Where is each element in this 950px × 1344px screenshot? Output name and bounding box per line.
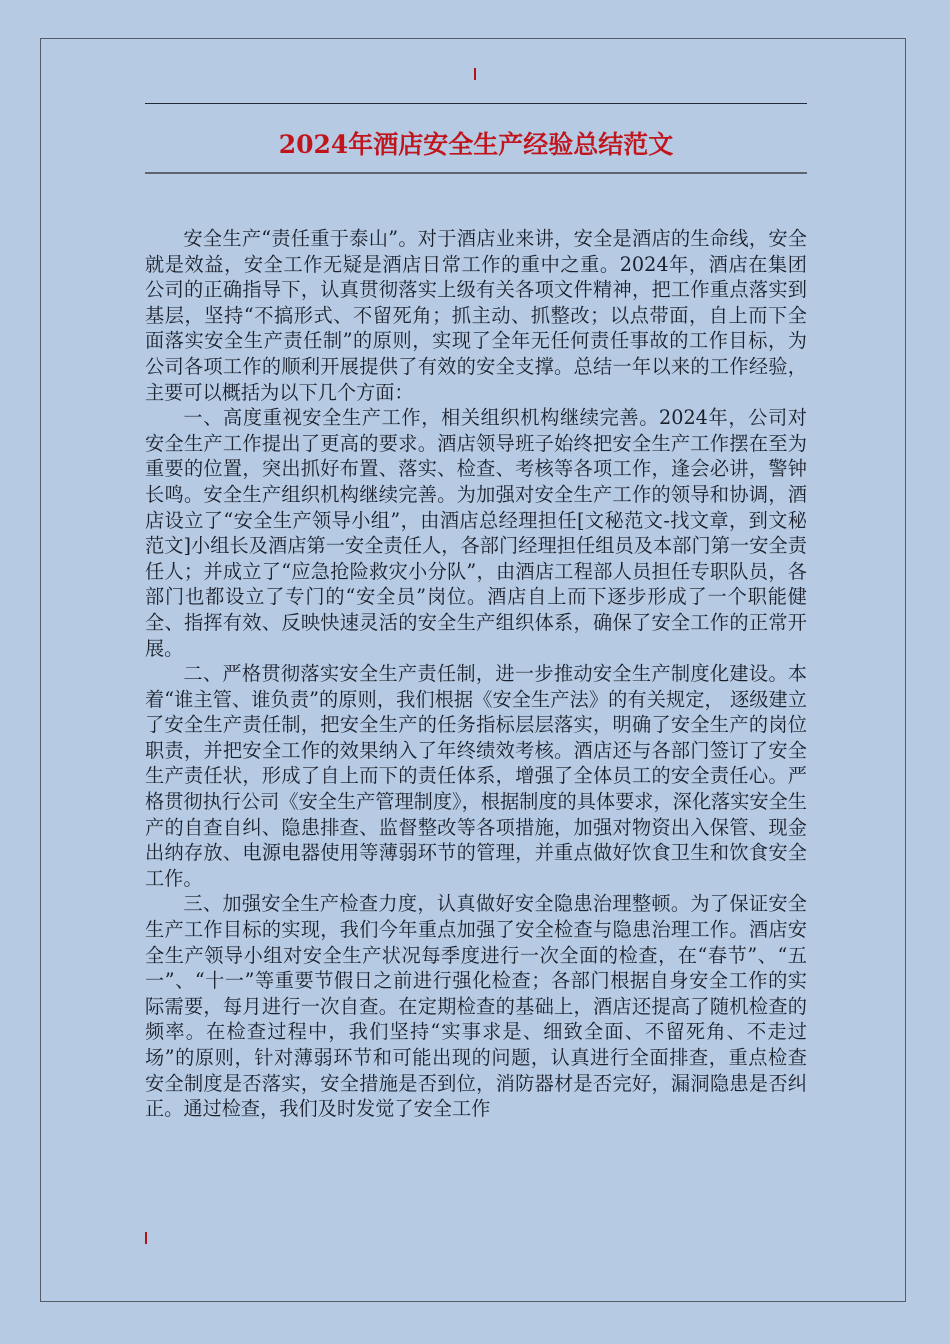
paragraph-intro: 安全生产“责任重于泰山”。对于酒店业来讲，安全是酒店的生命线，安全就是效益，安全工作无疑是酒店日常工作的重中之重。2024年，酒店在集团公司的正确指导下，认真贯彻落实上级有关各项文件精神，把工作重点落实到基层，坚持“不搞形式、不留死角；抓主动、抓整改；以点带面，自上而下全面落实安全生产责任制”的原则，实现了全年无任何责任事故的工作目标，为公司各项工作的顺利开展提供了有效的安全支撑。总结一年以来的工作经验，主要可以概括为以下几个方面： xyxy=(145,227,807,404)
header-rule xyxy=(145,103,807,104)
document-title: 2024年酒店安全生产经验总结范文 xyxy=(278,130,674,159)
title-underline-rule xyxy=(145,172,807,174)
footer-mark xyxy=(145,1232,147,1244)
paragraph-section-1: 一、高度重视安全生产工作，相关组织机构继续完善。2024年，公司对安全生产工作提出了更高的要求。酒店领导班子始终把安全生产工作摆在至为重要的位置，突出抓好布置、落实、检查、考核等各项工作，逢会必讲，警钟长鸣。安全生产组织机构继续完善。为加强对安全生产工作的领导和协调，酒店设立了“安全生产领导小组”，由酒店总经理担任[文秘范文-找文章，到文秘范文]小组长及酒店第一安全责任人，各部门经理担任组员及本部门第一安全责任人；并成立了“应急抢险救灾小分队”，由酒店工程部人员担任专职队员，各部门也都设立了专门的“安全员”岗位。酒店自上而下逐步形成了一个职能健全、指挥有效、反映快速灵活的安全生产组织体系，确保了安全工作的正常开展。 xyxy=(145,406,807,660)
paragraph-section-2: 二、严格贯彻落实安全生产责任制，进一步推动安全生产制度化建设。本着“谁主管、谁负责”的原则，我们根据《安全生产法》的有关规定， 逐级建立了安全生产责任制，把安全生产的任务指标层层落实，明确了安全生产的岗位职责，并把安全工作的效果纳入了年终绩效考核。酒店还与各部门签订了安全生产责任状，形成了自上而下的责任体系，增强了全体员工的安全责任心。严格贯彻执行公司《安全生产管理制度》，根据制度的具体要求，深化落实安全生产的自查自纠、隐患排查、监督整改等各项措施，加强对物资出入保管、现金出纳存放、电源电器使用等薄弱环节的管理，并重点做好饮食卫生和饮食安全工作。 xyxy=(145,662,807,890)
paragraph-section-3: 三、加强安全生产检查力度，认真做好安全隐患治理整顿。为了保证安全生产工作目标的实现，我们今年重点加强了安全检查与隐患治理工作。酒店安全生产领导小组对安全生产状况每季度进行一次全面的检查，在“春节”、“五一”、“十一”等重要节假日之前进行强化检查；各部门根据自身安全工作的实际需要，每月进行一次自查。在定期检查的基础上，酒店还提高了随机检查的频率。在检查过程中，我们坚持“实事求是、细致全面、不留死角、不走过场”的原则，针对薄弱环节和可能出现的问题，认真进行全面排查，重点检查安全制度是否落实，安全措施是否到位，消防器材是否完好，漏洞隐患是否纠正。通过检查，我们及时发觉了安全工作 xyxy=(145,892,807,1121)
document-body xyxy=(145,226,807,1198)
header-mark xyxy=(474,68,476,80)
